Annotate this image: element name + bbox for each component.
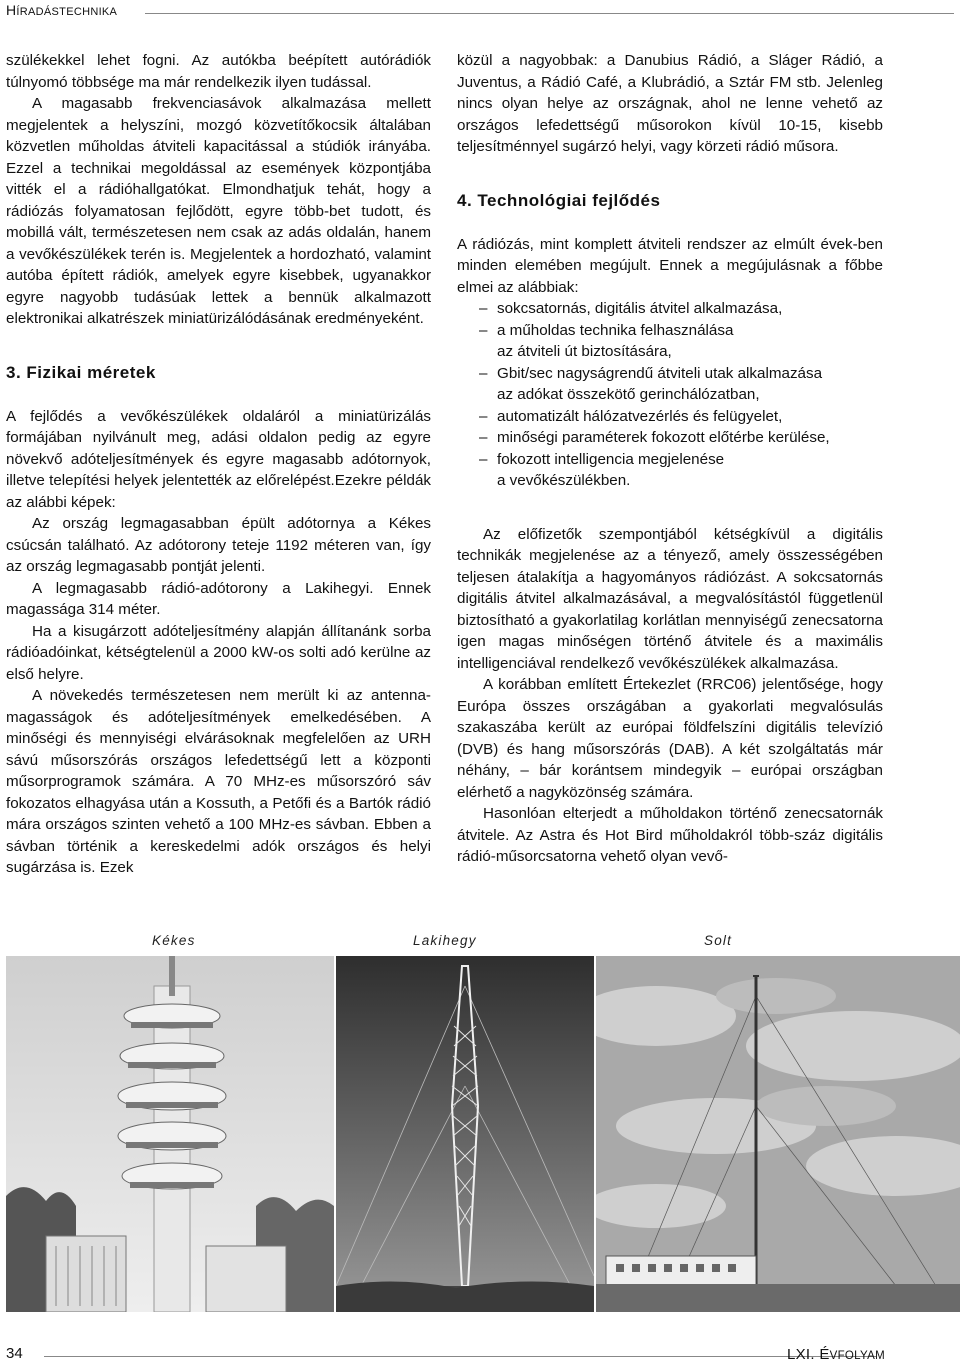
caption-kekes: Kékes [152,933,196,948]
section-heading-4: 4. Technológiai fejlődés [457,190,661,210]
right-paragraph-1: közül a nagyobbak: a Danubius Rádió, a Sláger Rádió, a Juventus, a Rádió Café, a Klubrádió, a Sztár FM stb. Jelenleg nincs olyan helye az országnak, ahol ne lenne vehető az országos lefedettségű műsorokon kívül 10-15, kisebb teljesítménnyel sugárzó helyi, vagy körzeti rádió műsora. [457,52,883,155]
page-number: 34 [6,1345,23,1362]
left-paragraph-5: A legmagasabb rádió-adótorony a Lakihegyi. Ennek magassága 314 méter. [6,579,431,618]
guyed-mast-photo-icon [596,956,960,1312]
left-paragraph-6: Ha a kisugárzott adóteljesítmény alapján állítanánk sorba rádióadóinkat, kétségtelenül a 2000 kW-os solti adó kerülne az első helyre. [6,622,431,683]
journal-volume-first: LXI. É [786,1346,830,1363]
journal-volume [787,1346,885,1363]
right-paragraph-2: A rádiózás, mint komplett átviteli rendszer az elmúlt évek-ben minden elemében megújult. Ennek a megújulásnak a főbbe elmei az alábbiak: [457,235,883,296]
journal-volume-rest: VFOLYAM [829,1350,885,1362]
section-heading-3: 3. Fizikai méretek [6,362,156,382]
left-paragraph-4: Az ország legmagasabban épült adótornya a Kékes csúcsán található. Az adótorony teteje 1192 méteren van, így az ország legmagasabb pontját jelenti. [6,515,431,575]
solt-mast-photo [596,956,960,1312]
list-item: – minőségi paraméterek fokozott előtérbe kerülése, [479,427,883,449]
left-paragraph-3: A fejlődés a vevőkészülékek oldaláról a miniatürizálás formájában nyilvánult meg, adási oldalon pedig az egyre növekvő adóteljesítmények és egyre magasabb adótornyok, illetve telepítési helyek jelentették az előrelépést.Ezekre példák az alábbi képek: [6,407,431,511]
list-item: – automatizált hálózatvezérlés és felügyelet, [479,406,883,428]
right-paragraph-3: Az előfizetők szempontjából kétségkívül a digitális technikák megjelenése az a tényező, amely összességében teljesen átalakítja a hagyományos rádiózást. A sokcsatornás digitális átvitel alkalmazásával, a megvalósítástól függetlenül biztosítható a gyakorlatilag korlátlan mennyiségű zenecsatorna igen magas minőségen történő átvitele és a maximális intelligenciával rendelkező vevőkészülékek alkalmazása. [457,525,883,672]
lakihegy-mast-photo [336,956,594,1312]
caption-solt: Solt [704,933,733,948]
left-paragraph-7: A növekedés természetesen nem merült ki az antenna-magasságok és adóteljesítmények emelkedésében. A minőségi és mennyiségi elvárásoknak megfelelően az URH sávú műsorszórás országos lefedettségű lett a központi műsorprogramok számára. A 70 MHz-es műsorszóró sáv fokozatos elhagyása után a Kossuth, a Petőfi és a Bartók rádió mára országos szinten vehető a 100 MHz-es sávban. Ebben a sávban történik a kereskedelmi adók országos és helyi sugárzása is. Ezek [6,687,431,876]
caption-lakihegy: Lakihegy [413,933,477,948]
kekes-tower-photo [6,956,334,1312]
left-column [6,50,431,879]
tv-tower-photo-icon [6,956,334,1312]
list-item: – sokcsatornás, digitális átvitel alkalmazása, [479,298,883,320]
left-paragraph-2: A magasabb frekvenciasávok alkalmazása mellett megjelentek a helyszíni, mozgó közvetítőkocsik általában közvetlen műholdas átviteli kapacitással a stúdiók irányába. Ezzel a technikai megoldással az események központjába vitték el a rádióhallgatókat. Elmondhatjuk tehát, hogy a rádiózás folyamatosan fejlődött, egyre több-bet tudott, és mobillá vált, természetesen nem csak az adás oldalán, hanem a vevőkészülékek terén is. Megjelentek a hordozható, valamint autóba épített rádiók, amelyek egyre kisebbek, ugyanakkor egyre nagyobb tudásúak lettek a bennük alkalmazott elektronikai alkatrészek miniatürizálódásának eredményeként. [6,95,431,327]
lattice-mast-photo-icon [336,956,594,1312]
left-paragraph-1: szülékekkel lehet fogni. Az autókba beépített autórádiók túlnyomó többsége ma már rendelkezik ilyen tudással. [6,52,431,91]
right-column [457,50,883,868]
running-head [6,2,117,18]
running-head-rest: ÍRADÁSTECHNIKA [16,6,118,18]
right-paragraph-5: Hasonlóan elterjedt a műholdakon történő zenecsatornák átvitele. Az Astra és Hot Bird műholdakról több-száz digitális rádió-műsorcsatorna vehető olyan vevő- [457,805,883,865]
development-list [457,298,883,492]
list-item: – fokozott intelligencia megjelenése a vevőkészülékben. [479,449,883,492]
header-rule [145,13,954,14]
right-paragraph-4: A korábban említett Értekezlet (RRC06) jelentősége, hogy Európa összes országában a gyakorlati megvalósulás szakaszába került az európai földfelszíni digitális televízió (DVB) és hang műsorszórás (DAB). A két szolgáltatás már néhány, – bár korántsem mindegyik – európai országban elérhető a nagyközönség számára. [457,676,883,801]
running-head-initial: H [6,2,17,18]
list-item: – Gbit/sec nagyságrendű átviteli utak alkalmazása az adókat összekötő gerinchálózatban, [479,363,883,406]
footer-rule [44,1356,876,1357]
list-item: – a műholdas technika felhasználása az átviteli út biztosítására, [479,320,883,363]
